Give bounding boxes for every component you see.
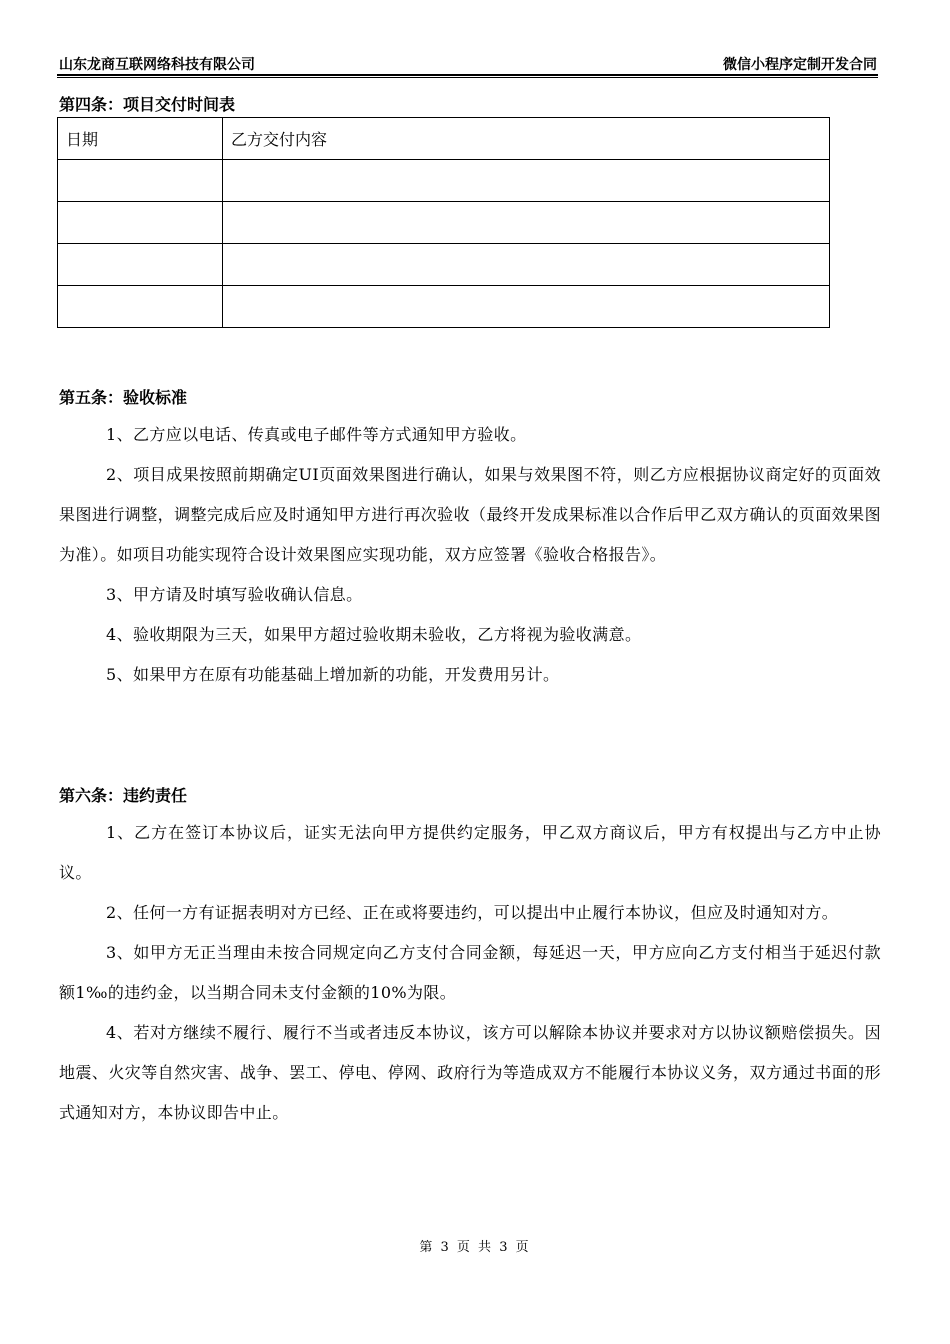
- page-header: [59, 54, 877, 74]
- article4-heading: 第四条：项目交付时间表: [59, 95, 236, 114]
- table-header-row: [58, 118, 830, 160]
- table-cell-content: [223, 286, 830, 328]
- article5-clause-2: 2、项目成果按照前期确定UI页面效果图进行确认，如果与效果图不符，则乙方应根据协议商定好的页面效果图进行调整，调整完成后应及时通知甲方进行再次验收（最终开发成果标准以合作后甲乙双方确认的页面效果图为准）。如项目功能实现符合设计效果图应实现功能，双方应签署《验收合格报告》。: [59, 465, 881, 564]
- header-document-title: 微信小程序定制开发合同: [723, 57, 877, 73]
- table-cell-date: [58, 286, 223, 328]
- article5-body: [59, 415, 881, 695]
- header-divider-thin: [57, 77, 878, 78]
- article5-clause-5: 5、如果甲方在原有功能基础上增加新的功能，开发费用另计。: [106, 665, 560, 684]
- article5-heading: 第五条：验收标准: [59, 388, 188, 407]
- table-cell-content: [223, 244, 830, 286]
- article5-clause-4: 4、验收期限为三天，如果甲方超过验收期未验收，乙方将视为验收满意。: [106, 625, 642, 644]
- table-cell-content: [223, 202, 830, 244]
- page-number-footer: 第 3 页 共 3 页: [419, 1240, 531, 1255]
- article5-clause-3: 3、甲方请及时填写验收确认信息。: [106, 585, 363, 604]
- table-row: [58, 244, 830, 286]
- article6-body: [59, 813, 881, 1133]
- table-cell-content: [223, 160, 830, 202]
- header-company-name: 山东龙商互联网络科技有限公司: [59, 57, 255, 73]
- table-cell-date: [58, 244, 223, 286]
- article6-heading: 第六条：违约责任: [59, 786, 188, 805]
- table-row: [58, 160, 830, 202]
- article6-clause-1: 1、乙方在签订本协议后，证实无法向甲方提供约定服务，甲乙双方商议后，甲方有权提出与乙方中止协议。: [59, 823, 881, 882]
- table-cell-date: [58, 202, 223, 244]
- article5-clause-1: 1、乙方应以电话、传真或电子邮件等方式通知甲方验收。: [106, 425, 527, 444]
- table-cell-date: [58, 160, 223, 202]
- column-header-date: 日期: [58, 118, 223, 160]
- article6-clause-4: 4、若对方继续不履行、履行不当或者违反本协议，该方可以解除本协议并要求对方以协议额赔偿损失。因地震、火灾等自然灾害、战争、罢工、停电、停网、政府行为等造成双方不能履行本协议义务，双方通过书面的形式通知对方，本协议即告中止。: [59, 1023, 881, 1122]
- delivery-schedule-table: [57, 117, 830, 328]
- article6-clause-2: 2、任何一方有证据表明对方已经、正在或将要违约，可以提出中止履行本协议，但应及时通知对方。: [106, 903, 839, 922]
- table-row: [58, 202, 830, 244]
- article6-clause-3: 3、如甲方无正当理由未按合同规定向乙方支付合同金额，每延迟一天，甲方应向乙方支付相当于延迟付款额1‰的违约金，以当期合同未支付金额的10%为限。: [59, 943, 881, 1002]
- header-divider-thick: [57, 74, 878, 76]
- table-row: [58, 286, 830, 328]
- column-header-delivery-content: 乙方交付内容: [223, 118, 830, 160]
